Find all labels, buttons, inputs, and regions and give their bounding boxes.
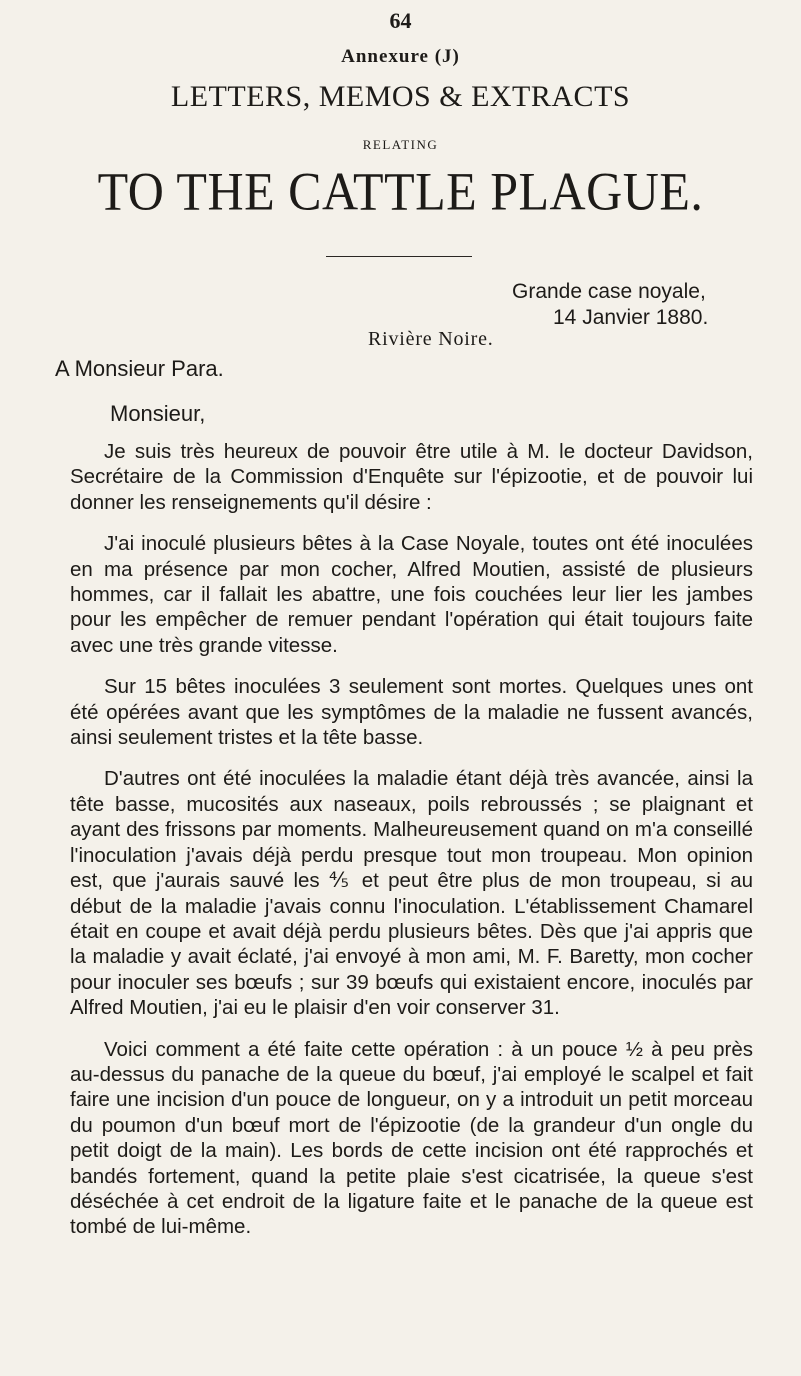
divider-rule [326, 256, 472, 257]
letter-origin: Rivière Noire. [368, 328, 494, 350]
letter-date: 14 Janvier 1880. [553, 306, 709, 329]
title-relating: RELATING [362, 137, 439, 152]
annexe-heading: Annexure (J) [341, 46, 460, 67]
title-main: LETTERS, MEMOS & EXTRACTS [170, 80, 631, 113]
letter-paragraph: D'autres ont été inoculées la maladie étant déjà très avancée, ainsi la tête basse, mucosités aux naseaux, poils rebroussés ; se plaignant et ayant des frissons par moments. Malheureusement quand on m'a conseillé l'inoculation j'avais déjà perdu presque tout mon troupeau. Mon opinion est, que j'aurais sauvé les ⅘ et peut être plus de mon troupeau, si au début de la maladie j'avais connu l'inoculation. L'établissement Chamarel était en coupe et avait déjà perdu plusieurs bêtes. Dès que j'ai appris que la maladie y avait éclaté, j'ai envoyé à mon ami, M. F. Baretty, mon cocher pour inoculer ses bœufs ; sur 39 bœufs qui existaient encore, inoculés par Alfred Moutien, j'ai eu le plaisir d'en voir conserver 31. [70, 767, 753, 1020]
letter-paragraph: J'ai inoculé plusieurs bêtes à la Case Noyale, toutes ont été inoculées en ma présence par mon cocher, Alfred Moutien, assisté de plusieurs hommes, car il fallait les abattre, une fois couchées leur lier les jambes pour les empêcher de remuer pendant l'opération qui était toujours faite avec une très grande vitesse. [70, 532, 753, 657]
letter-salutation: Monsieur, [110, 401, 206, 426]
title-plague: TO THE CATTLE PLAGUE. [97, 160, 704, 222]
page-number: 64 [389, 8, 412, 33]
letter-addressee: A Monsieur Para. [55, 356, 224, 381]
letter-paragraph: Voici comment a été faite cette opération : à un pouce ½ à peu près au-dessus du panache de la queue du bœuf, j'ai employé le scalpel et fait faire une incision d'un pouce de longueur, on y a introduit un petit morceau du poumon d'un bœuf mort de l'épizootie (de la grandeur d'un ongle du petit doigt de la main). Les bords de cette incision ont été rapprochés et bandés fortement, quand la petite plaie s'est cicatrisée, la queue s'est déséchée à cet endroit de la ligature faite et le panache de la queue est tombé de lui-même. [70, 1037, 753, 1239]
letter-body [70, 439, 753, 1256]
letter-place: Grande case noyale, [512, 280, 706, 303]
letter-paragraph: Sur 15 bêtes inoculées 3 seulement sont mortes. Quelques unes ont été opérées avant que les symptômes de la maladie ne fussent avancés, ainsi seulement tristes et la tête basse. [70, 675, 753, 750]
letter-paragraph: Je suis très heureux de pouvoir être utile à M. le docteur Davidson, Secrétaire de la Commission d'Enquête sur l'épizootie, et de pouvoir lui donner les renseignements qu'il désire : [70, 440, 753, 514]
